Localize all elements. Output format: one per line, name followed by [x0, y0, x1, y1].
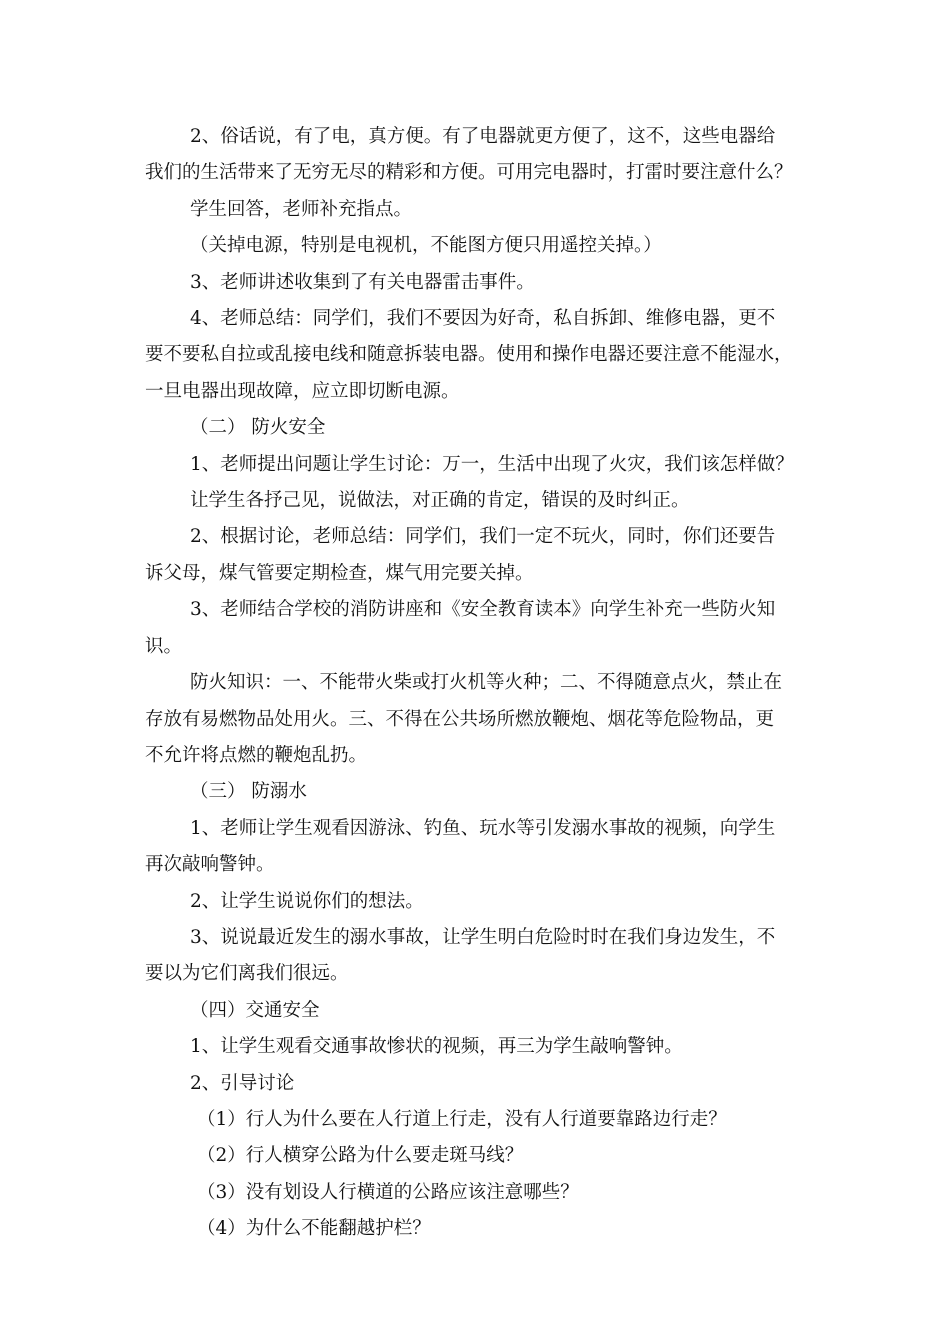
text-line: （二） 防火安全: [190, 417, 326, 439]
text-line: 要以为它们离我们很远。: [145, 963, 349, 985]
document-body: [145, 119, 815, 1248]
text-line: 1、让学生观看交通事故惨状的视频，再三为学生敲响警钟。: [190, 1036, 683, 1058]
text-line: 我们的生活带来了无穷无尽的精彩和方便。可用完电器时，打雷时要注意什么？: [145, 162, 793, 184]
text-line: 1、老师让学生观看因游泳、钓鱼、玩水等引发溺水事故的视频，向学生: [190, 817, 776, 839]
text-line: （1）行人为什么要在人行道上行走，没有人行道要靠路边行走？: [197, 1108, 727, 1130]
text-line: 1、老师提出问题让学生讨论：万一，生活中出现了火灾，我们该怎样做？: [190, 453, 794, 475]
text-line: 3、老师讲述收集到了有关电器雷击事件。: [190, 271, 535, 293]
text-line: （3）没有划设人行横道的公路应该注意哪些？: [197, 1181, 579, 1203]
text-line: （关掉电源，特别是电视机，不能图方便只用遥控关掉。）: [190, 235, 662, 257]
text-line: （2）行人横穿公路为什么要走斑马线？: [197, 1145, 524, 1167]
text-line: 2、引导讨论: [190, 1072, 295, 1094]
text-line: 存放有易燃物品处用火。三、不得在公共场所燃放鞭炮、烟花等危险物品，更: [145, 708, 775, 730]
text-line: 4、老师总结：同学们，我们不要因为好奇，私自拆卸、维修电器，更不: [190, 308, 776, 330]
text-line: 一旦电器出现故障，应立即切断电源。: [145, 380, 460, 402]
text-line: 3、说说最近发生的溺水事故，让学生明白危险时时在我们身边发生，不: [190, 926, 776, 948]
text-line: 诉父母，煤气管要定期检查，煤气用完要关掉。: [145, 562, 534, 584]
text-line: 学生回答，老师补充指点。: [190, 198, 413, 220]
text-line: 识。: [145, 635, 183, 657]
text-line: 2、让学生说说你们的想法。: [190, 890, 424, 912]
text-line: （三） 防溺水: [190, 781, 307, 803]
text-line: （四）交通安全: [190, 999, 320, 1021]
text-line: 要不要私自拉或乱接电线和随意拆装电器。使用和操作电器还要注意不能湿水，: [145, 344, 793, 366]
text-line: 不允许将点燃的鞭炮乱扔。: [145, 744, 368, 766]
text-line: 2、根据讨论，老师总结：同学们，我们一定不玩火，同时，你们还要告: [190, 526, 776, 548]
text-line: 防火知识：一、不能带火柴或打火机等火种；二、不得随意点火，禁止在: [190, 672, 783, 694]
text-line: （4）为什么不能翻越护栏？: [197, 1218, 431, 1240]
text-line: 让学生各抒己见，说做法，对正确的肯定，错误的及时纠正。: [190, 490, 690, 512]
text-line: 2、俗话说，有了电，真方便。有了电器就更方便了，这不，这些电器给: [190, 126, 776, 147]
text-line: 3、老师结合学校的消防讲座和《安全教育读本》向学生补充一些防火知: [190, 599, 776, 621]
text-line: 再次敲响警钟。: [145, 854, 275, 876]
